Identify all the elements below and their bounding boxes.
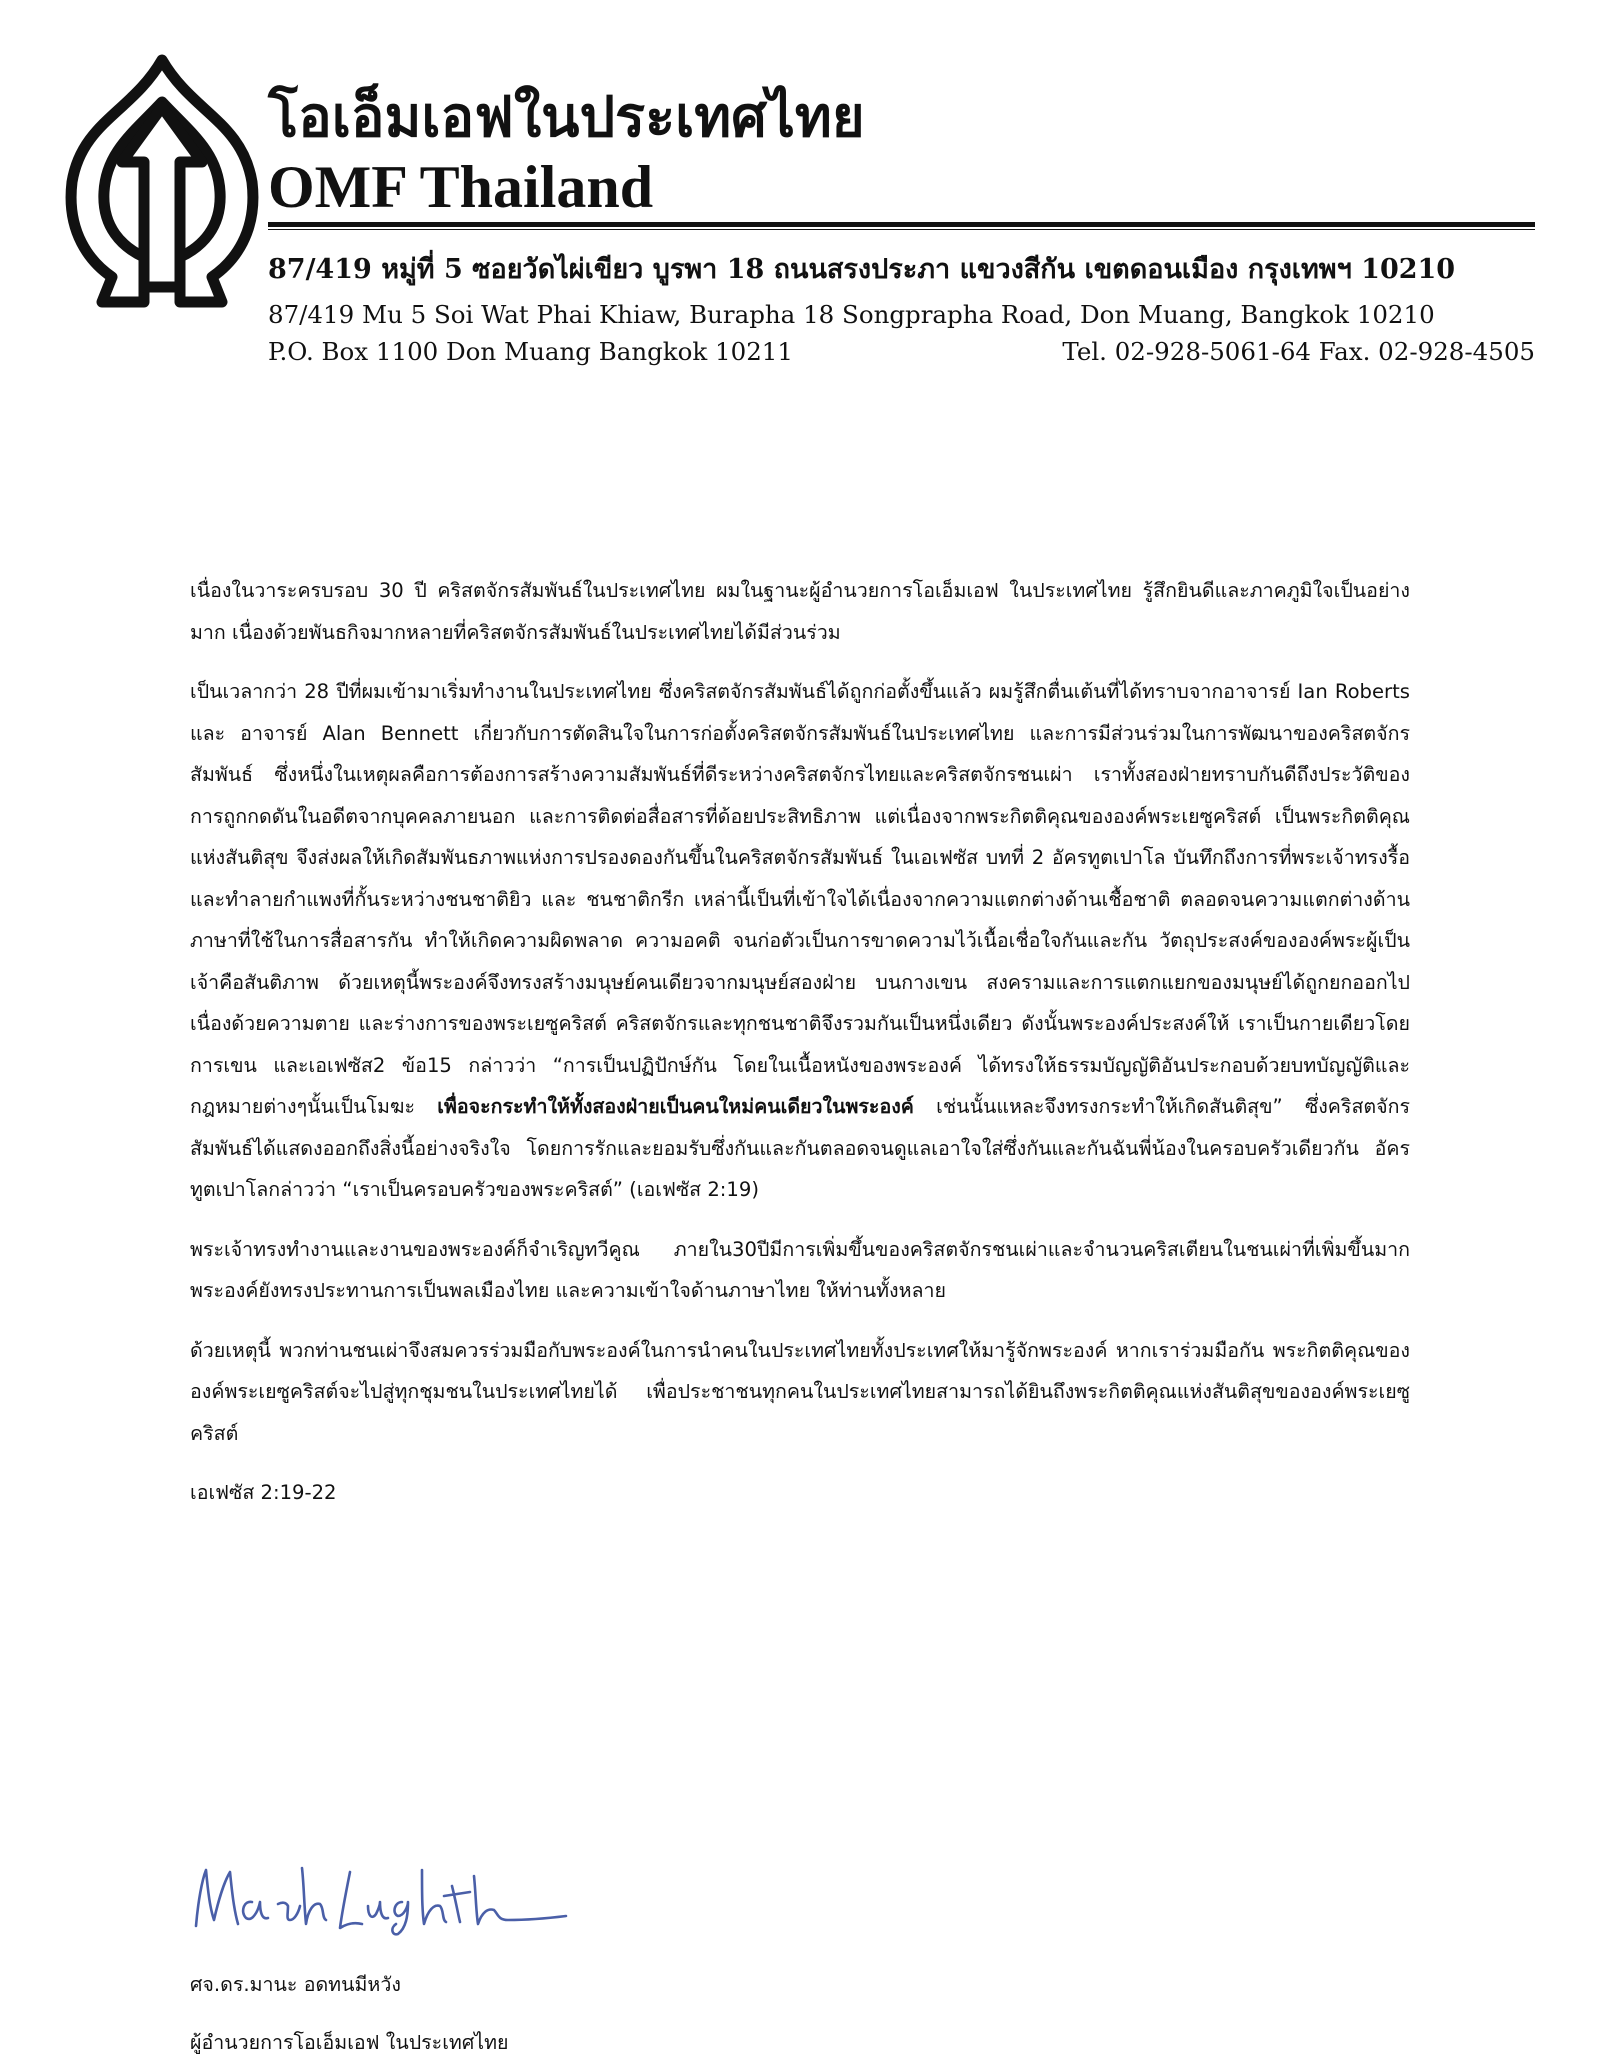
address-thai: 87/419 หมู่ที่ 5 ซอยวัดไผ่เขียว บูรพา 18 ถนนสรงประภา แขวงสีกัน เขตดอนเมือง กรุงเทพฯ 10210: [268, 254, 1456, 285]
paragraph-3: พระเจ้าทรงทำงานและงานของพระองค์ก็จำเริญทวีคูณ ภายใน30ปีมีการเพิ่มขึ้นของคริสตจักรชนเผ่าและจำนวนคริสเตียนในชนเผ่าที่เพิ่มขึ้นมาก พระองค์ยังทรงประทานการเป็นพลเมืองไทย และความเข้าใจด้านภาษาไทย ให้ท่านทั้งหลาย: [190, 1237, 1410, 1302]
paragraph-2-part-1: เป็นเวลากว่า 28 ปีที่ผมเข้ามาเริ่มทำงานในประเทศไทย ซึ่งคริสตจักรสัมพันธ์ได้ถูกก่อตั้งขึ้นแล้ว ผมรู้สึกตื่นเต้นที่ได้ทราบจากอาจารย์ Ian Roberts และ อาจารย์ Alan Bennett เกี่ยวกับการตัดสินใจในการก่อตั้งคริสตจักรสัมพันธ์ในประเทศไทย และการมีส่วนร่วมในการพัฒนาของคริสตจักรสัมพันธ์ ซึ่งหนึ่งในเหตุผลคือการต้องการสร้างความสัมพันธ์ที่ดีระหว่างคริสตจักรไทยและคริสตจักรชนเผ่า เราทั้งสองฝ่ายทราบกันดีถึงประวัติของการถูกกดดันในอดีตจากบุคคลภายนอก และการติดต่อสื่อสารที่ด้อยประสิทธิภาพ แต่เนื่องจากพระกิตติคุณขององค์พระเยซูคริสต์ เป็นพระกิตติคุณแห่งสันติสุข จึงส่งผลให้เกิดสัมพันธภาพแห่งการปรองดองกันขึ้นในคริสตจักรสัมพันธ์ ในเอเฟซัส บทที่ 2 อัครทูตเปาโล บันทึกถึงการที่พระเจ้าทรงรื้อและทำลายกำแพงที่กั้นระหว่างชนชาติยิว และ ชนชาติกรีก เหล่านี้เป็นที่เข้าใจได้เนื่องจากความแตกต่างด้านเชื้อชาติ ตลอดจนความแตกต่างด้านภาษาที่ใช้ในการสื่อสารกัน ทำให้เกิดความผิดพลาด ความอคติ จนก่อตัวเป็นการขาดความไว้เนื้อเชื่อใจกันและกัน วัตถุประสงค์ขององค์พระผู้เป็นเจ้าคือสันติภาพ ด้วยเหตุนี้พระองค์จึงทรงสร้างมนุษย์คนเดียวจากมนุษย์สองฝ่าย บนกางเขน สงครามและการแตกแยกของมนุษย์ได้ถูกยกออกไปเนื่องด้วยความตาย และร่างการของพระเยซูคริสต์ คริสตจักรและทุกชนชาติจึงรวมกันเป็นหนึ่งเดียว ดังนั้นพระองค์ประสงค์ให้ เราเป็นกายเดียวโดยการเขน และเอเฟซัส2 ข้อ15 กล่าวว่า “การเป็นปฏิปักษ์กัน โดยในเนื้อหนังของพระองค์ ได้ทรงให้ธรรมบัญญัติอันประกอบด้วยบทบัญญัติและกฎหมายต่างๆนั้นเป็นโมฆะ: [190, 680, 1410, 1118]
letterhead-divider: [268, 222, 1535, 227]
paragraph-2-emphasis: เพื่อจะกระทำให้ทั้งสองฝ่ายเป็นคนใหม่คนเดียวในพระองค์: [437, 1095, 914, 1118]
paragraph-4: ด้วยเหตุนี้ พวกท่านชนเผ่าจึงสมควรร่วมมือกับพระองค์ในการนำคนในประเทศไทยทั้งประเทศให้มารู้จักพระองค์ หากเราร่วมมือกัน พระกิตติคุณขององค์พระเยซูคริสต์จะไปสู่ทุกชุมชนในประเทศไทยได้ เพื่อประชาชนทุกคนในประเทศไทยสามารถได้ยินถึงพระกิตติคุณแห่งสันติสุขขององค์พระเยซูคริสต์: [190, 1338, 1410, 1445]
signer-name: ศจ.ดร.มานะ อดทนมีหวัง: [190, 1973, 401, 1996]
scripture-reference: เอเฟซัส 2:19-22: [190, 1481, 337, 1504]
paragraph-2: [190, 671, 1410, 1211]
paragraph-2-part-2: เช่นนั้นแหละจึงทรงกระทำให้เกิดสันติสุข” ซึ่งคริสตจักรสัมพันธ์ได้แสดงออกถึงสิ่งนี้อย่างจริงใจ โดยการรักและยอมรับซึ่งกันและกันตลอดจนดูแลเอาใจใส่ซึ่งกันและกันฉันพี่น้องในครอบครัวเดียวกัน อัครทูตเปาโลกล่าวว่า “เราเป็นครอบครัวของพระคริสต์” (เอเฟซัส 2:19): [190, 1095, 1410, 1201]
org-name-english: OMF Thailand: [268, 154, 654, 220]
paragraph-1: เนื่องในวาระครบรอบ 30 ปี คริสตจักรสัมพันธ์ในประเทศไทย ผมในฐานะผู้อำนวยการโอเอ็มเอฟ ในประเทศไทย รู้สึกยินดีและภาคภูมิใจเป็นอย่างมาก เนื่องด้วยพันธกิจมากหลายที่คริสตจักรสัมพันธ์ในประเทศไทยได้มีส่วนร่วม: [190, 579, 1410, 644]
signer-title: ผู้อำนวยการโอเอ็มเอฟ ในประเทศไทย: [190, 2031, 509, 2054]
handwritten-signature: [190, 1862, 570, 1938]
letter-body: [190, 570, 1410, 1532]
po-box: P.O. Box 1100 Don Muang Bangkok 10211: [268, 337, 793, 366]
letterhead-divider-thin: [268, 229, 1535, 230]
omf-logo: [62, 52, 262, 310]
org-name-thai: โอเอ็มเอฟในประเทศไทย: [268, 84, 865, 150]
address-english: 87/419 Mu 5 Soi Wat Phai Khiaw, Burapha 18 Songprapha Road, Don Muang, Bangkok 10210: [268, 300, 1435, 329]
tel-fax: Tel. 02-928-5061-64 Fax. 02-928-4505: [1062, 337, 1535, 366]
